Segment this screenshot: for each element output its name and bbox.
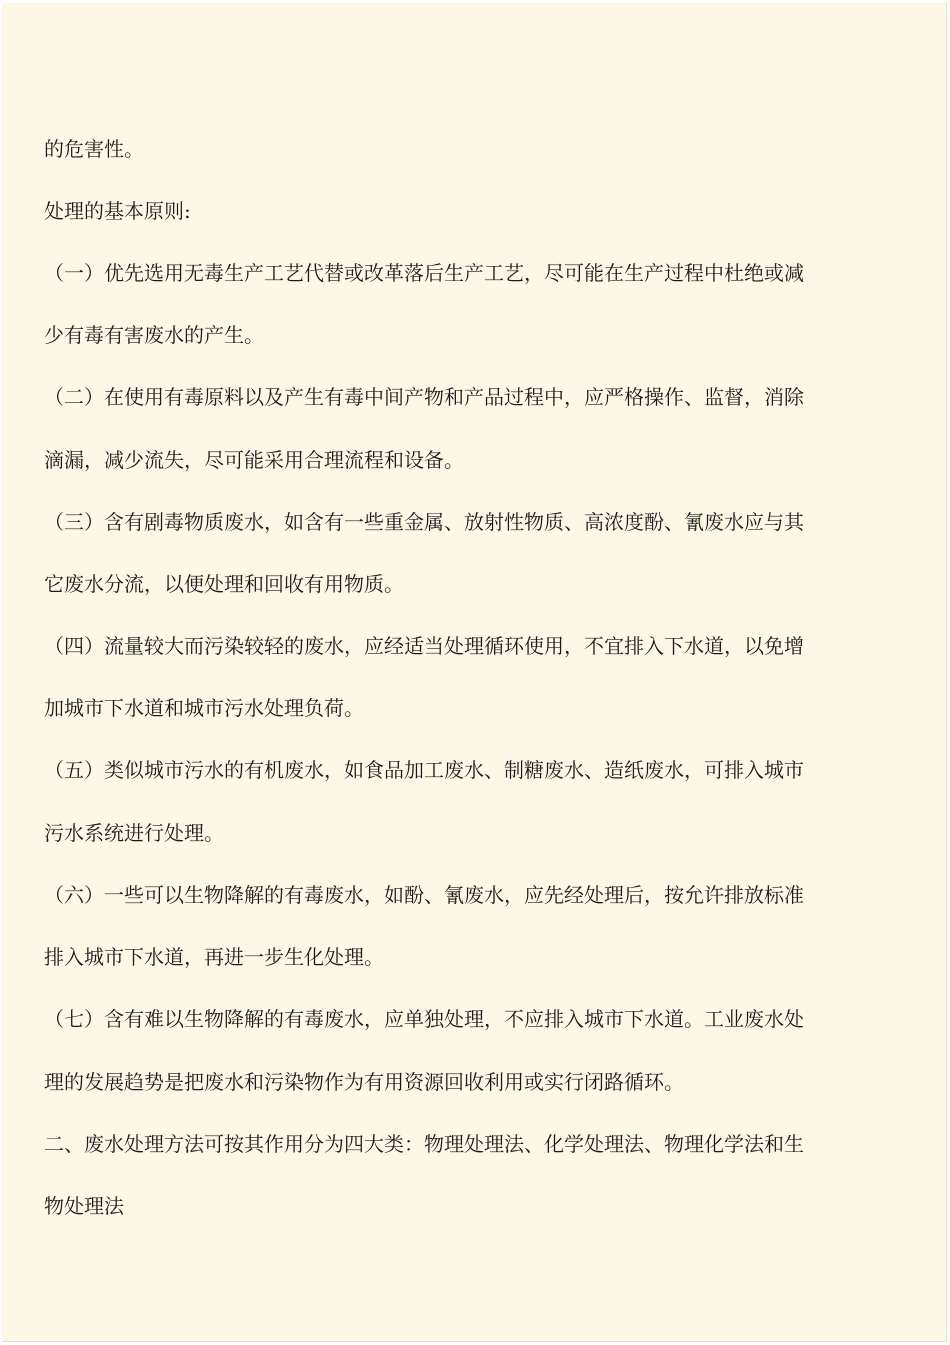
text-line: 物处理法 bbox=[44, 1194, 124, 1218]
text-line: 污水系统进行处理。 bbox=[44, 821, 224, 845]
text-line: （五）类似城市污水的有机废水，如食品加工废水、制糖废水、造纸废水，可排入城市 bbox=[44, 758, 804, 782]
text-line: 二、废水处理方法可按其作用分为四大类：物理处理法、化学处理法、物理化学法和生 bbox=[44, 1132, 804, 1156]
text-line: （三）含有剧毒物质废水，如含有一些重金属、放射性物质、高浓度酚、氰废水应与其 bbox=[44, 510, 804, 534]
text-line: 排入城市下水道，再进一步生化处理。 bbox=[44, 945, 384, 969]
text-line: 滴漏，减少流失，尽可能采用合理流程和设备。 bbox=[44, 448, 464, 472]
text-line: （四）流量较大而污染较轻的废水，应经适当处理循环使用，不宜排入下水道，以免增 bbox=[44, 634, 804, 658]
section-heading: 处理的基本原则: bbox=[44, 199, 191, 223]
text-line: 理的发展趋势是把废水和污染物作为有用资源回收利用或实行闭路循环。 bbox=[44, 1070, 684, 1094]
text-line: （七）含有难以生物降解的有毒废水，应单独处理，不应排入城市下水道。工业废水处 bbox=[44, 1007, 804, 1031]
text-line: 少有毒有害废水的产生。 bbox=[44, 323, 264, 347]
text-line: （二）在使用有毒原料以及产生有毒中间产物和产品过程中，应严格操作、监督，消除 bbox=[44, 385, 804, 409]
text-line: （六）一些可以生物降解的有毒废水，如酚、氰废水，应先经处理后，按允许排放标准 bbox=[44, 883, 804, 907]
text-line: 它废水分流，以便处理和回收有用物质。 bbox=[44, 572, 404, 596]
text-line: （一）优先选用无毒生产工艺代替或改革落后生产工艺，尽可能在生产过程中杜绝或减 bbox=[44, 261, 804, 285]
text-line: 的危害性。 bbox=[44, 137, 144, 161]
text-line: 加城市下水道和城市污水处理负荷。 bbox=[44, 696, 364, 720]
document-page bbox=[2, 3, 947, 1342]
